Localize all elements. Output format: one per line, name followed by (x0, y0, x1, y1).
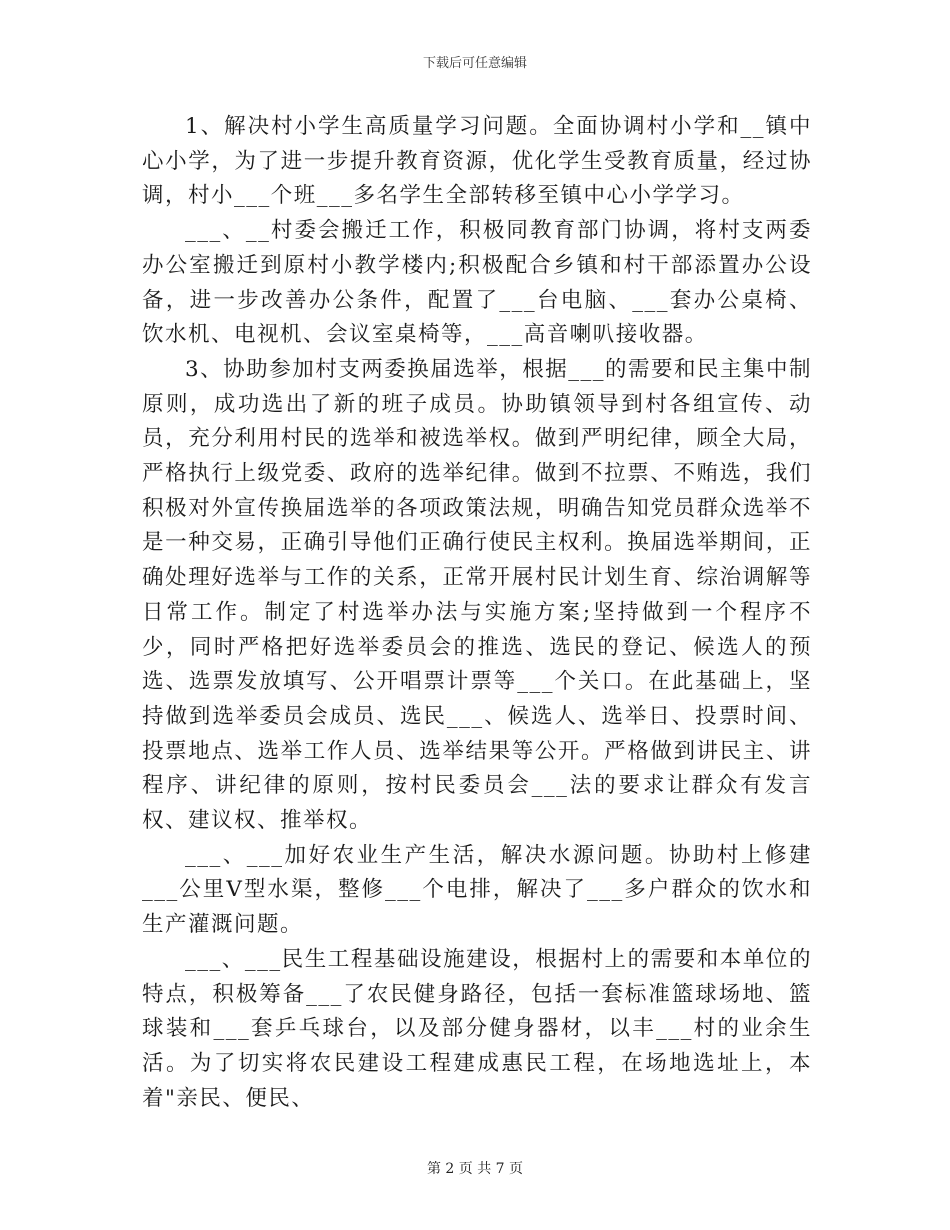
paragraph-5: ___、___民生工程基础设施建设，根据村上的需要和本单位的特点，积极筹备___了农民健身路径，包括一套标准篮球场地、篮球装和___套乒乓球台，以及部分健身器材，以丰___村的业余生活。为了切实将农民建设工程建成惠民工程，在场地选址上，本着"亲民、便民、 (142, 946, 812, 1111)
page-header: 下载后可任意编辑 (422, 56, 527, 71)
paragraph-3: 3、协助参加村支两委换届选举，根据___的需要和民主集中制原则，成功选出了新的班子成员。协助镇领导到村各组宣传、动员，充分利用村民的选举和被选举权。做到严明纪律，顾全大局，严格执行上级党委、政府的选举纪律。做到不拉票、不贿选，我们积极对外宣传换届选举的各项政策法规，明确告知党员群众选举不是一种交易，正确引导他们正确行使民主权利。换届选举期间，正确处理好选举与工作的关系，正常开展村民计划生育、综治调解等日常工作。制定了村选举办法与实施方案;坚持做到一个程序不少，同时严格把好选举委员会的推选、选民的登记、候选人的预选、选票发放填写、公开唱票计票等___个关口。在此基础上，坚持做到选举委员会成员、选民___、候选人、选举日、投票时间、投票地点、选举工作人员、选举结果等公开。严格做到讲民主、讲程序、讲纪律的原则，按村民委员会___法的要求让群众有发言权、建议权、推举权。 (142, 356, 812, 834)
paragraph-4: ___、___加好农业生产生活，解决水源问题。协助村上修建___公里V型水渠，整修___个电排，解决了___多户群众的饮水和生产灌溉问题。 (142, 842, 812, 938)
paragraph-2: ___、__村委会搬迁工作，积极同教育部门协调，将村支两委办公室搬迁到原村小教学楼内;积极配合乡镇和村干部添置办公设备，进一步改善办公条件，配置了___台电脑、___套办公桌椅、饮水机、电视机、会议室桌椅等，___高音喇叭接收器。 (142, 218, 812, 348)
paragraph-1: 1、解决村小学生高质量学习问题。全面协调村小学和__镇中心小学，为了进一步提升教育资源，优化学生受教育质量，经过协调，村小___个班___多名学生全部转移至镇中心小学学习。 (142, 114, 812, 209)
page-footer: 第 2 页 共 7 页 (426, 1161, 524, 1177)
document-body (142, 110, 812, 1116)
